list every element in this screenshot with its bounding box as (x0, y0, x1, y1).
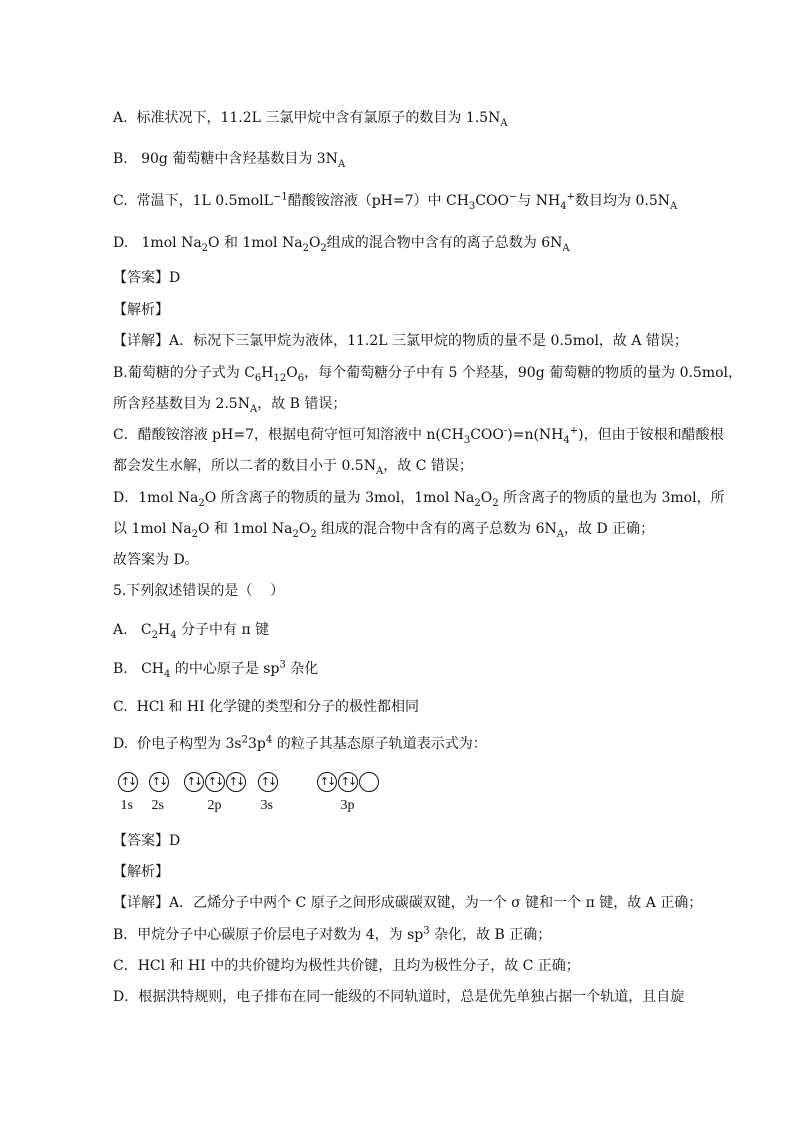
subscript: 2 (191, 528, 198, 540)
superscript: + (569, 425, 579, 437)
q5-analysis-line-4: D．根据洪特规则，电子排布在同一能级的不同轨道时，总是优先单独占据一个轨道，且自旋 (113, 989, 685, 1005)
q4-option-b-text: B. 90g 葡萄糖中含羟基数目为 3N (113, 151, 338, 167)
text: L (263, 193, 273, 209)
q4-analysis-line-4 (113, 425, 724, 445)
orbital-group-2p (184, 772, 247, 794)
subscript: 6 (254, 372, 262, 384)
text: ，故 D 正确； (564, 521, 655, 537)
q4-option-d (113, 233, 570, 253)
orbital-circle: ↑↓ (258, 772, 278, 792)
text: 都会发生水解，所以二者的数目小于 0.5N (113, 458, 376, 474)
superscript: −1 (272, 191, 288, 203)
text: B.葡萄糖的分子式为 C (113, 365, 255, 381)
orbital-diagram (118, 772, 418, 818)
orbital-circle: ↑↓ (338, 772, 358, 792)
text: B. CH (113, 661, 165, 677)
q5-analysis-line-1: 【详解】A．乙烯分子中两个 C 原子之间形成碳碳双键，为一个 σ 键和一个 π 键，故 A 正确； (113, 895, 703, 911)
text: D. 1mol Na (113, 235, 202, 251)
superscript: + (566, 191, 576, 203)
orbital-circle: ↑↓ (118, 772, 138, 792)
subscript: A (337, 158, 346, 170)
q5-analysis-line-3: C．HCl 和 HI 中的共价键均为极性共价键，且均为极性分子，故 C 正确； (113, 958, 580, 974)
text: ，故 B 错误； (257, 396, 347, 412)
text: ，每个葡萄糖分子中有 5 个羟基，90g 葡萄糖的物质的量为 0.5mol， (304, 365, 743, 381)
text: A. C (113, 622, 152, 638)
subscript: 2 (151, 629, 158, 641)
text: 3p (248, 736, 266, 752)
text: O (286, 365, 298, 381)
text: 醋酸铵溶液（pH=7）中 CH (287, 193, 469, 209)
subscript: A (375, 465, 384, 477)
subscript: 6 (297, 372, 305, 384)
subscript: 4 (170, 629, 177, 641)
superscript: 2 (241, 734, 248, 746)
text: O 和 1mol Na (197, 521, 293, 537)
superscript: 3 (279, 659, 286, 671)
text: C．醋酸铵溶液 pH=7，根据电荷守恒可知溶液中 n(CH (113, 427, 464, 443)
text: 分子中有 π 键 (176, 622, 270, 638)
text: 所含羟基数目为 2.5N (113, 396, 250, 412)
superscript: - (503, 425, 508, 437)
text: O 和 1mol Na (208, 235, 303, 251)
text: O 所含离子的物质的量为 3mol，1mol Na (204, 490, 475, 506)
q4-analysis-line-6 (113, 488, 725, 508)
q4-analysis-line-5 (113, 456, 473, 476)
orbital-label: 3p (340, 798, 355, 813)
orbital-circle: ↑↓ (317, 772, 337, 792)
subscript: 12 (273, 372, 287, 384)
orbital-circle: ↑↓ (205, 772, 225, 792)
text: 以 1mol Na (113, 521, 192, 537)
orbital-group-1s (118, 772, 139, 794)
q4-analysis-line-8: 故答案为 D。 (113, 552, 199, 568)
q5-option-d (113, 734, 487, 754)
subscript: 2 (320, 242, 327, 254)
q4-analysis-heading: 【解析】 (113, 302, 169, 318)
subscript: 2 (198, 497, 205, 509)
text: D．1mol Na (113, 490, 199, 506)
q4-option-a (113, 108, 508, 128)
text: 杂化 (285, 661, 319, 677)
subscript: A (249, 403, 258, 415)
text: 组成的混合物中含有的离子总数为 6N (316, 521, 557, 537)
text: O (308, 235, 321, 251)
subscript: 2 (201, 242, 209, 254)
subscript: A (670, 200, 678, 212)
text: B．甲烷分子中心碳原子价层电子对数为 4，为 sp (113, 927, 424, 943)
subscript: 2 (292, 528, 299, 540)
orbital-label: 2s (151, 798, 164, 813)
text: O (298, 521, 311, 537)
text: COO (470, 427, 504, 443)
subscript: 4 (164, 668, 171, 680)
text: 的粒子其基态原子轨道表示式为： (272, 736, 487, 752)
subscript: 2 (310, 528, 317, 540)
subscript: 2 (474, 497, 481, 509)
subscript: A (556, 528, 565, 540)
text: O (480, 490, 493, 506)
orbital-circle: ↑↓ (226, 772, 246, 792)
q5-option-c: C. HCl 和 HI 化学键的类型和分子的极性都相同 (113, 699, 420, 715)
orbital-circle (359, 772, 379, 792)
orbital-group-3s (258, 772, 279, 794)
text: )=n(NH (507, 427, 564, 443)
text: H (158, 622, 171, 638)
text: H (261, 365, 274, 381)
subscript: 3 (463, 434, 471, 446)
q5-stem: 5.下列叙述错误的是（ ） (113, 583, 285, 599)
q5-option-b (113, 659, 318, 679)
orbital-label: 1s (120, 798, 133, 813)
text: 数目均为 0.5N (575, 193, 670, 209)
text: ，故 C 错误； (383, 458, 473, 474)
orbital-group-2s (149, 772, 170, 794)
text: 的中心原子是 sp (170, 661, 280, 677)
orbital-label: 3s (260, 798, 273, 813)
orbital-circle: ↑↓ (149, 772, 169, 792)
text: 组成的混合物中含有的离子总数为 6N (326, 235, 563, 251)
text: D. 价电子构型为 3s (113, 736, 242, 752)
orbital-group-3p (317, 772, 380, 794)
q4-analysis-line-7 (113, 519, 654, 539)
text: C. 常温下，1L 0.5mol (113, 193, 264, 209)
q5-analysis-line-2 (113, 925, 551, 945)
text: 与 NH (517, 193, 561, 209)
q5-answer: 【答案】D (113, 833, 181, 849)
q4-analysis-line-2 (113, 363, 742, 383)
subscript: A (500, 117, 508, 129)
q4-analysis-line-1: 【详解】A．标况下三氯甲烷为液体，11.2L 三氯甲烷的物质的量不是 0.5mol，故 A 错误； (113, 333, 688, 349)
q4-analysis-line-3 (113, 394, 346, 414)
subscript: 4 (563, 434, 570, 446)
orbital-label: 2p (207, 798, 222, 813)
text: 所含离子的物质的量也为 3mol，所 (498, 490, 725, 506)
subscript: 2 (492, 497, 499, 509)
subscript: 4 (560, 200, 567, 212)
superscript: − (508, 191, 518, 203)
orbital-circle: ↑↓ (184, 772, 204, 792)
q4-option-b (113, 149, 345, 169)
q5-analysis-heading: 【解析】 (113, 864, 169, 880)
subscript: A (562, 242, 570, 254)
q4-answer: 【答案】D (113, 270, 181, 286)
superscript: 3 (423, 925, 430, 937)
q4-option-a-text: A. 标准状况下，11.2L 三氯甲烷中含有氯原子的数目为 1.5N (113, 110, 501, 126)
subscript: 3 (468, 200, 476, 212)
q5-option-a (113, 620, 269, 640)
q4-option-c (113, 191, 677, 211)
superscript: 4 (265, 734, 273, 746)
subscript: 2 (302, 242, 309, 254)
text: )，但由于铵根和醋酸根 (578, 427, 724, 443)
text: COO (475, 193, 509, 209)
text: 杂化，故 B 正确； (429, 927, 552, 943)
